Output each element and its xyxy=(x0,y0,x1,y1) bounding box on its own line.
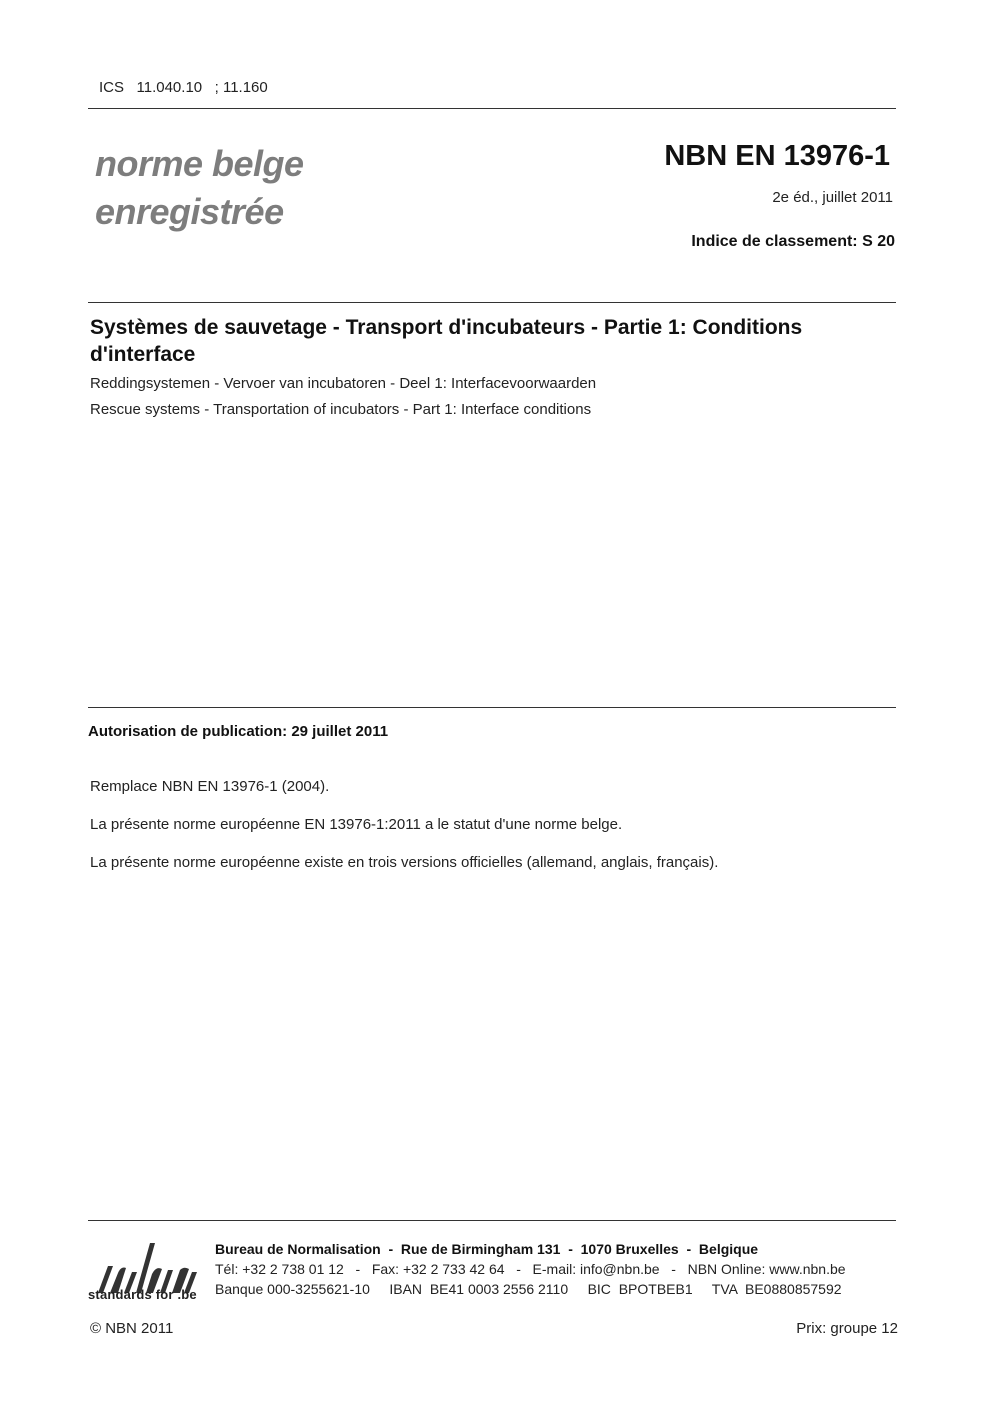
price-group: Prix: groupe 12 xyxy=(796,1320,898,1337)
footer-bank: Banque 000-3255621-10 IBAN BE41 0003 2556 2110 BIC BPOTBEB1 TVA BE0880857592 xyxy=(215,1281,842,1297)
classification-index: Indice de classement: S 20 xyxy=(691,233,895,250)
norme-belge-heading xyxy=(95,140,304,236)
title-french: Systèmes de sauvetage - Transport d'incubateurs - Partie 1: Conditions d'interface xyxy=(90,316,803,366)
note-versions: La présente norme européenne existe en trois versions officielles (allemand, anglais, français). xyxy=(90,854,719,871)
publication-authorisation: Autorisation de publication: 29 juillet 2011 xyxy=(88,723,389,740)
footer-contact: Tél: +32 2 738 01 12 - Fax: +32 2 733 42 64 - E-mail: info@nbn.be - NBN Online: www.nbn.be xyxy=(215,1261,846,1277)
note-status: La présente norme européenne EN 13976-1:2011 a le statut d'une norme belge. xyxy=(90,816,623,833)
note-replaces: Remplace NBN EN 13976-1 (2004). xyxy=(90,778,330,795)
standard-number: NBN EN 13976-1 xyxy=(664,140,890,172)
ics-code: ICS 11.040.10 ; 11.160 xyxy=(99,79,268,96)
title-divider xyxy=(88,302,896,303)
logo-tagline: standards for .be xyxy=(88,1287,197,1302)
copyright: © NBN 2011 xyxy=(90,1320,174,1337)
title-english: Rescue systems - Transportation of incubators - Part 1: Interface conditions xyxy=(90,401,592,418)
norme-line-2: enregistrée xyxy=(95,191,284,232)
footer-divider xyxy=(88,1220,896,1221)
title-dutch: Reddingsystemen - Vervoer van incubatoren - Deel 1: Interfacevoorwaarden xyxy=(90,375,597,392)
header-divider xyxy=(88,108,896,109)
publication-divider xyxy=(88,707,896,708)
edition-date: 2e éd., juillet 2011 xyxy=(772,189,893,206)
footer-address: Bureau de Normalisation - Rue de Birmingham 131 - 1070 Bruxelles - Belgique xyxy=(215,1241,759,1257)
norme-line-1: norme belge xyxy=(95,143,304,184)
